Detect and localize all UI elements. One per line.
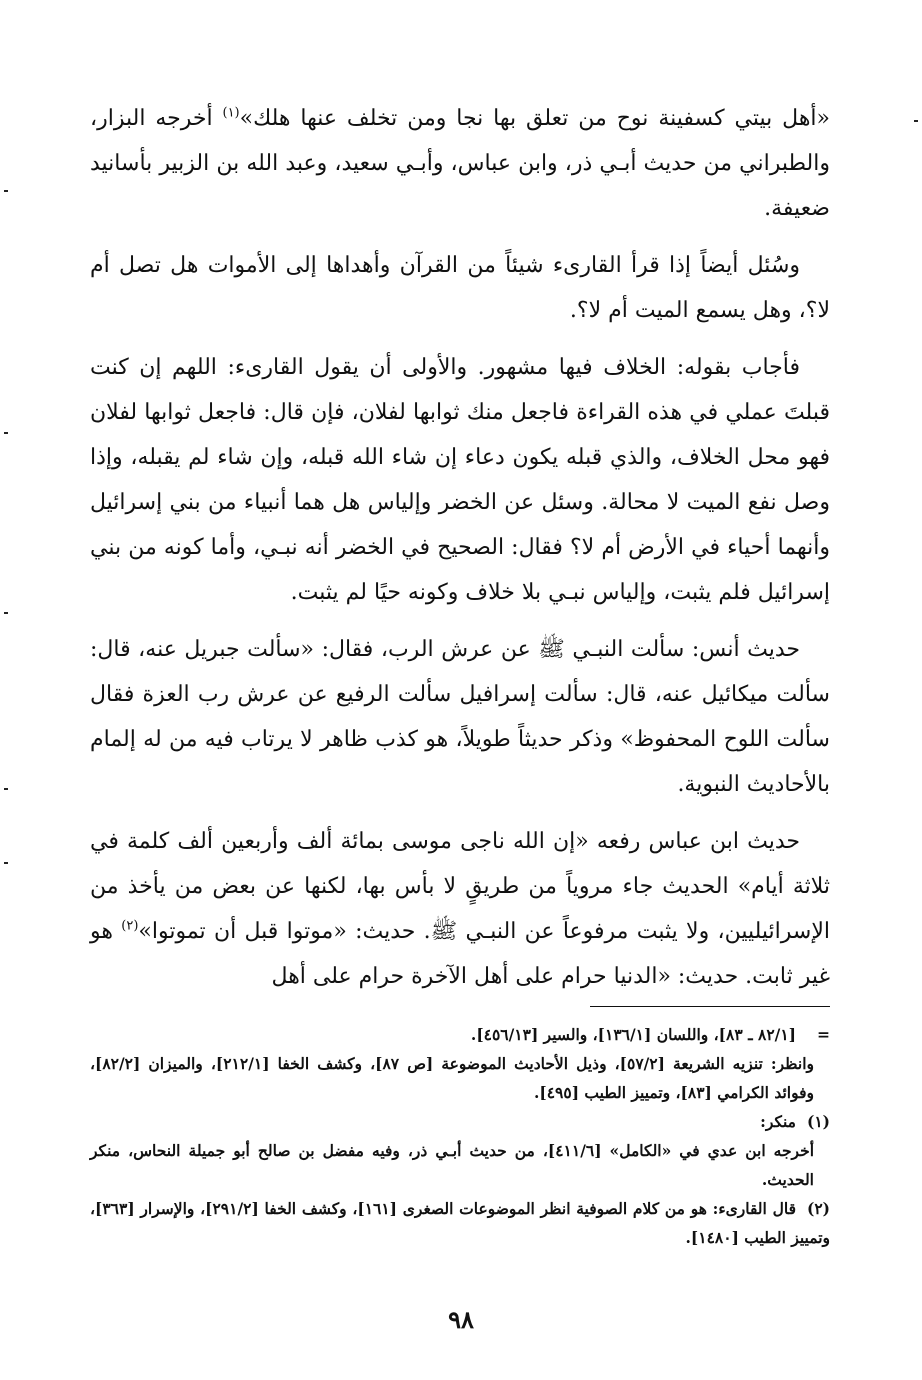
footnote-text: أخرجه ابن عدي في «الكامل» [٤١١/٦]، من حديث أبـي ذر، وفيه مفضل بن صالح أبو جميلة النحاس، منكر الحديث. xyxy=(90,1141,815,1189)
footnote-number: (٢) xyxy=(806,1199,830,1218)
footnote-text: قال القارىء: هو من كلام الصوفية انظر الموضوعات الصغرى [١٦١]، وكشف الخفا [٢٩١/٢]، والإسرار [٣٦٣]، وتمييز الطيب [١٤٨٠]. xyxy=(90,1199,830,1247)
footnotes xyxy=(90,1020,830,1252)
footnote-text: [٨٢/١ ـ ٨٣]، واللسان [١٣٦/١]، والسير [٤٥٦/١٣]. xyxy=(470,1025,796,1044)
paragraph-1-text-b: أخرجه البزار، والطبراني من حديث أبـي ذر، وابن عباس، وأبـي سعيد، وعبد الله بن الزبير بأسانيد ضعيفة. xyxy=(90,106,830,221)
footnote-reference-1[interactable]: (١) xyxy=(222,105,240,121)
footnote-continuation-2 xyxy=(90,1049,830,1107)
footnote-2 xyxy=(90,1194,830,1252)
footnote-separator xyxy=(590,1006,830,1007)
footnote-reference-2[interactable]: (٢) xyxy=(121,918,139,934)
footnote-1-detail xyxy=(90,1136,830,1194)
paragraph-3: فأجاب بقوله: الخلاف فيها مشهور. والأولى أن يقول القارىء: اللهم إن كنت قبلتَ عملي في هذه القراءة فاجعل منك ثوابها لفلان، فإن قال: فاجعل ثوابها لفلان فهو محل الخلاف، والذي قبله يكون دعاء إن شاء الله قبله، وإن شاء لم يقبله، وإذا وصل نفع الميت لا محالة. وسئل عن الخضر وإلياس هل هما أنبياء من بني إسرائيل وأنهما أحياء في الأرض أم لا؟ فقال: الصحيح في الخضر أنه نبـي، وأما كونه من بني إسرائيل فلم يثبت، وإلياس نبـي بلا خلاف وكونه حيًا لم يثبت. xyxy=(90,355,830,605)
footnote-number: = xyxy=(817,1025,830,1044)
paragraph-5-text-b: هو غير ثابت. حديث: «الدنيا حرام على أهل الآخرة حرام على أهل xyxy=(90,919,830,989)
scan-mark xyxy=(4,862,8,864)
page-number: ٩٨ xyxy=(448,1305,474,1334)
paragraph-5-text-a: حديث ابن عباس رفعه «إن الله ناجى موسى بمائة ألف وأربعين ألف كلمة في ثلاثة أيام» الحديث جاء مروياً من طريقٍ لا بأس بها، لكنها عن بعض من يأخذ من الإسرائيليين، ولا يثبت مرفوعاً عن النبـي ﷺ. حديث: «موتوا قبل أن تموتوا» xyxy=(90,829,830,944)
main-text xyxy=(90,96,830,1011)
footnote-continuation xyxy=(90,1020,830,1049)
scan-mark xyxy=(4,612,8,614)
paragraph-1 xyxy=(90,96,830,231)
paragraph-5 xyxy=(90,819,830,999)
footnote-text: منكر: xyxy=(760,1112,796,1131)
scan-mark xyxy=(4,432,8,434)
paragraph-4: حديث أنس: سألت النبـي ﷺ عن عرش الرب، فقال: «سألت جبريل عنه، قال: سألت ميكائيل عنه، قال: سألت إسرافيل سألت الرفيع عن عرش رب العزة فقال سألت اللوح المحفوظ» وذكر حديثاً طويلاً، هو كذب ظاهر لا يرتاب فيه من له إلمام بالأحاديث النبوية. xyxy=(90,637,830,797)
paragraph-1-text-a: «أهل بيتي كسفينة نوح من تعلق بها نجا ومن تخلف عنها هلك» xyxy=(239,106,830,131)
scan-mark xyxy=(4,190,8,192)
footnote-text: وانظر: تنزيه الشريعة [٥٧/٢]، وذيل الأحاديث الموضوعة [ص ٨٧]، وكشف الخفا [٢١٢/١]، والميزان [٨٢/٢]، وفوائد الكرامي [٨٣]، وتمييز الطيب [٤٩٥]. xyxy=(90,1054,814,1102)
footnote-number: (١) xyxy=(806,1112,830,1131)
paragraph-2: وسُئل أيضاً إذا قرأ القارىء شيئاً من القرآن وأهداها إلى الأموات هل تصل أم لا؟، وهل يسمع الميت أم لا؟. xyxy=(90,253,830,323)
scan-mark xyxy=(4,788,8,790)
footnote-1 xyxy=(90,1107,830,1136)
scan-mark xyxy=(914,120,918,122)
